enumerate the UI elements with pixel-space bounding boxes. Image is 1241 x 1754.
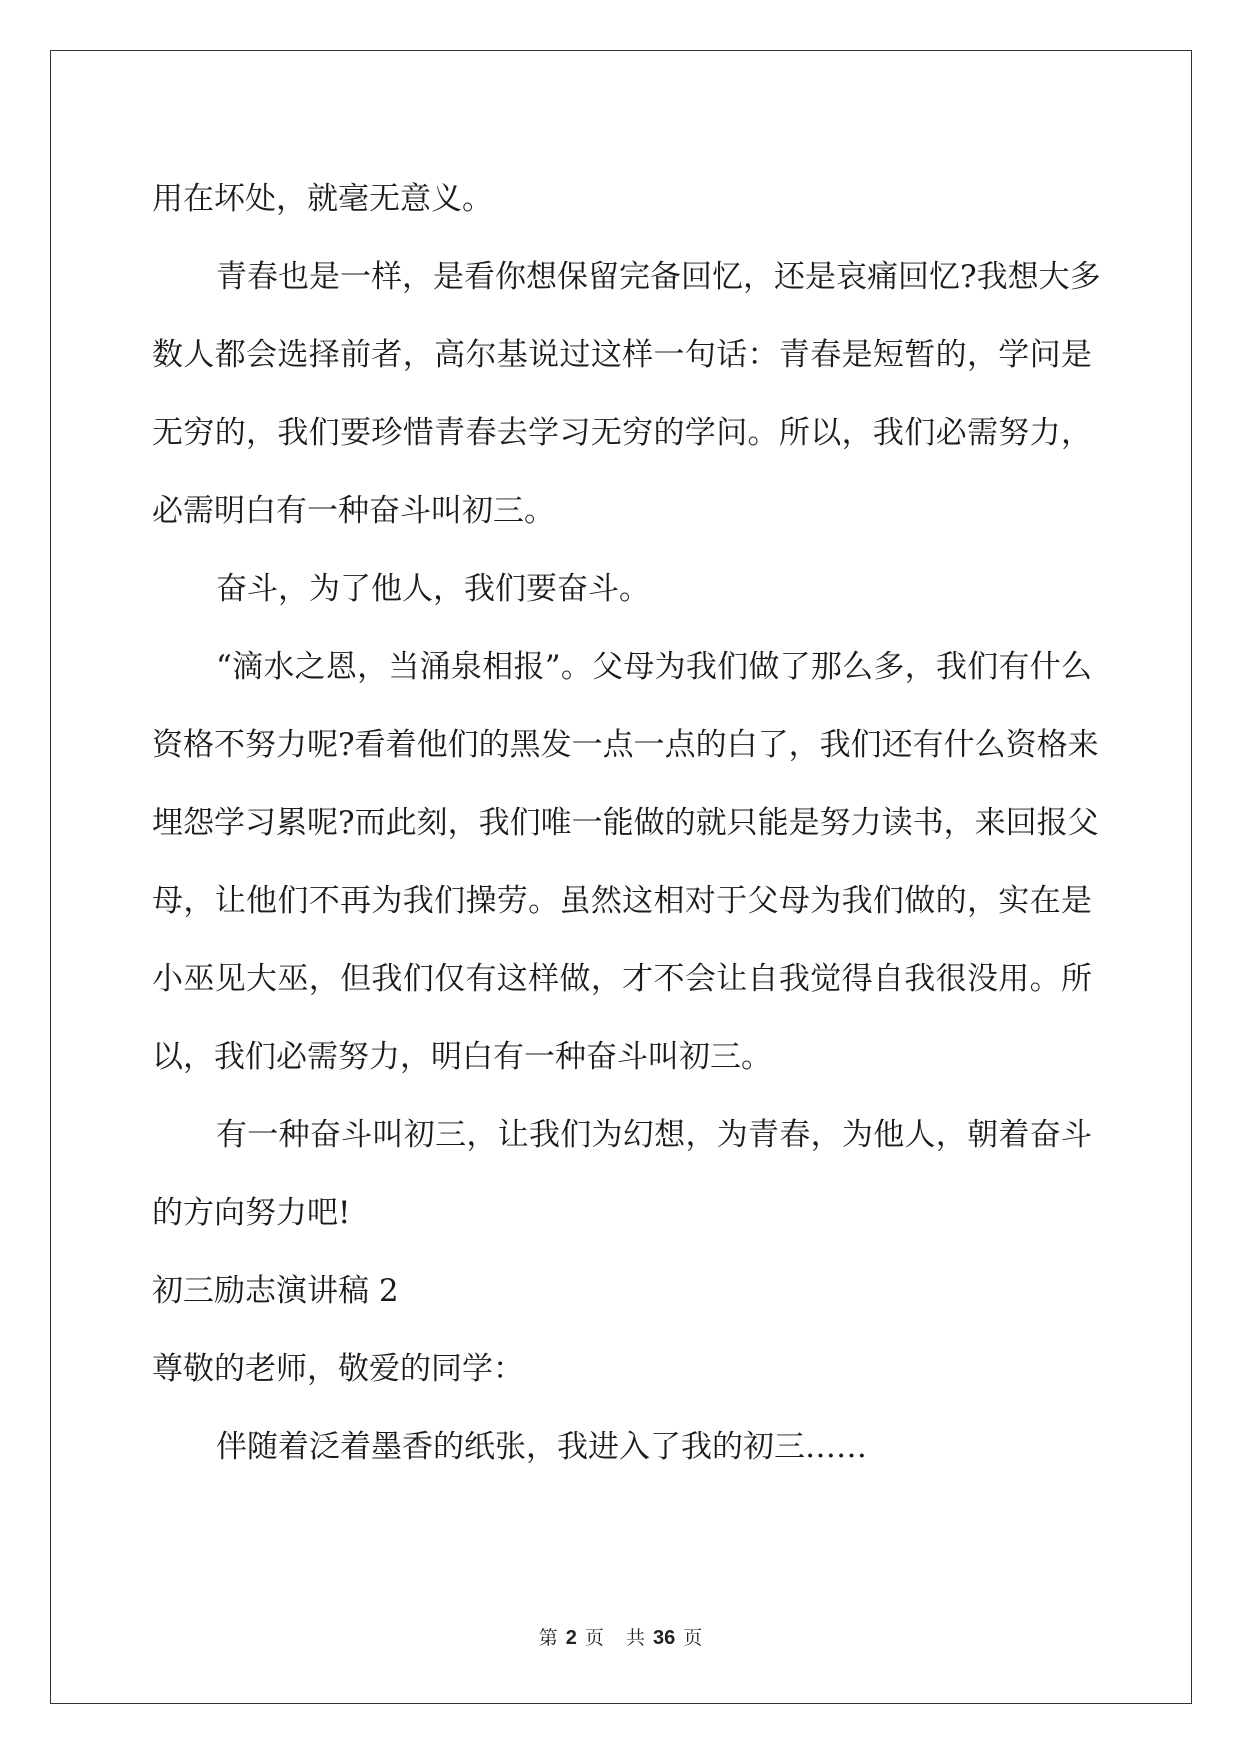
total-pages: 36 bbox=[652, 1627, 676, 1649]
page-number: 2 bbox=[565, 1627, 577, 1649]
text-line-10: 母，让他们不再为我们操劳。虽然这相对于父母为我们做的，实在是 bbox=[152, 883, 1092, 919]
text-line-1: 用在坏处，就毫无意义。 bbox=[152, 181, 493, 217]
page-indicator bbox=[535, 1627, 608, 1649]
total-indicator bbox=[622, 1627, 706, 1649]
text-line-12: 以，我们必需努力，明白有一种奋斗叫初三。 bbox=[152, 1039, 772, 1075]
section-heading: 初三励志演讲稿 2 bbox=[152, 1273, 399, 1309]
text-line-2: 青春也是一样，是看你想保留完备回忆，还是哀痛回忆?我想大多 bbox=[216, 259, 1101, 295]
text-line-13: 有一种奋斗叫初三，让我们为幻想，为青春，为他人，朝着奋斗 bbox=[216, 1117, 1092, 1153]
text-line-3: 数人都会选择前者，高尔基说过这样一句话：青春是短暂的，学问是 bbox=[152, 337, 1092, 373]
document-body bbox=[152, 160, 1101, 1486]
text-line-8: 资格不努力呢?看着他们的黑发一点一点的白了，我们还有什么资格来 bbox=[152, 727, 1099, 763]
text-line-9: 埋怨学习累呢?而此刻，我们唯一能做的就只能是努力读书，来回报父 bbox=[152, 805, 1099, 841]
text-line-17: 伴随着泛着墨香的纸张，我进入了我的初三…… bbox=[216, 1429, 867, 1465]
text-line-4: 无穷的，我们要珍惜青春去学习无穷的学问。所以，我们必需努力， bbox=[152, 415, 1092, 451]
total-suffix: 页 bbox=[683, 1627, 703, 1649]
salutation: 尊敬的老师，敬爱的同学： bbox=[152, 1351, 524, 1387]
page-prefix: 第 bbox=[538, 1627, 558, 1649]
text-line-11: 小巫见大巫，但我们仅有这样做，才不会让自我觉得自我很没用。所 bbox=[152, 961, 1092, 997]
page-suffix: 页 bbox=[584, 1627, 604, 1649]
text-line-7: “滴水之恩，当涌泉相报”。父母为我们做了那么多，我们有什么 bbox=[216, 649, 1092, 685]
text-line-14: 的方向努力吧! bbox=[152, 1195, 351, 1231]
page-footer bbox=[0, 1626, 1241, 1650]
text-line-6: 奋斗，为了他人，我们要奋斗。 bbox=[216, 571, 650, 607]
total-prefix: 共 bbox=[625, 1627, 645, 1649]
text-line-5: 必需明白有一种奋斗叫初三。 bbox=[152, 493, 555, 529]
